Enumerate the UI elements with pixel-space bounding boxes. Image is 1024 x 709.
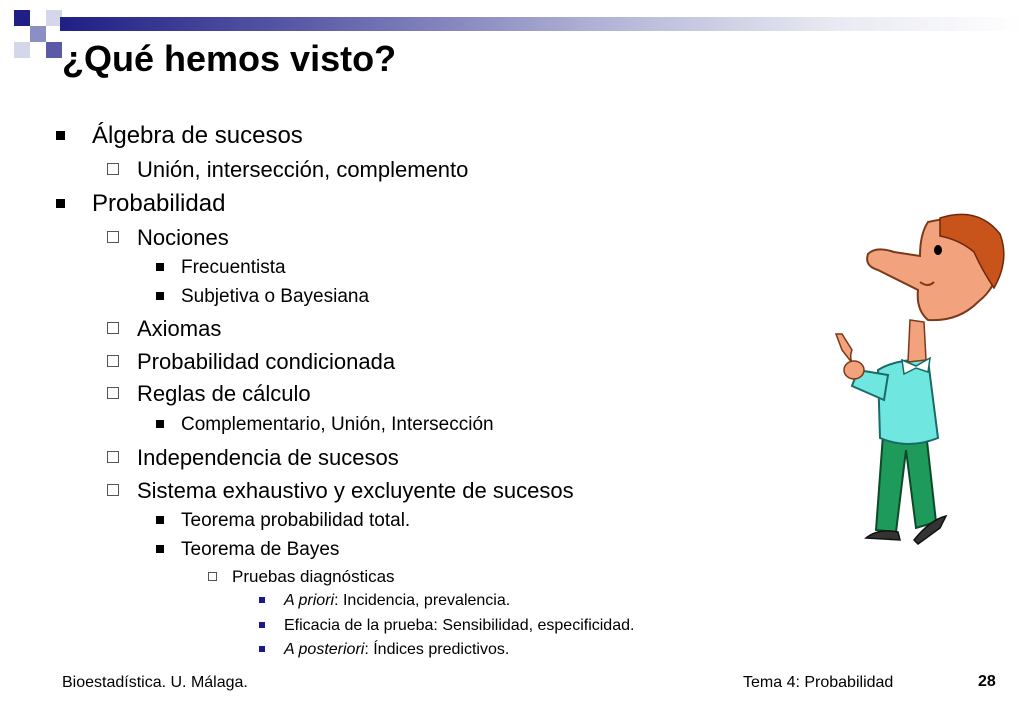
outline-item-text: Subjetiva o Bayesiana bbox=[181, 286, 370, 307]
outline-item-text: Probabilidad condicionada bbox=[137, 349, 396, 374]
fist bbox=[844, 361, 864, 379]
outline-item bbox=[137, 445, 399, 471]
outline-item bbox=[181, 257, 286, 279]
outline-item-text: Axiomas bbox=[137, 316, 222, 341]
outline-item bbox=[137, 157, 468, 183]
outline-item bbox=[137, 381, 311, 407]
eye bbox=[934, 245, 942, 255]
header-square bbox=[14, 10, 30, 26]
outline-item bbox=[137, 316, 221, 342]
outline-item-text: Nociones bbox=[137, 225, 229, 250]
outline-item bbox=[181, 510, 410, 532]
square-bullet-icon bbox=[56, 131, 65, 140]
hollow-square-bullet-icon bbox=[107, 355, 119, 367]
slide-title: ¿Qué hemos visto? bbox=[62, 38, 397, 79]
outline-item bbox=[92, 190, 225, 218]
hollow-square-bullet-icon bbox=[107, 451, 119, 463]
hollow-square-bullet-icon bbox=[107, 163, 119, 175]
outline-item bbox=[137, 349, 395, 375]
outline-item-text: Eficacia de la prueba: Sensibilidad, especificidad. bbox=[284, 617, 635, 634]
outline-item-text: Álgebra de sucesos bbox=[92, 122, 303, 149]
outline-item-text: Reglas de cálculo bbox=[137, 381, 311, 406]
outline-item-text: Unión, intersección, complemento bbox=[137, 157, 469, 182]
trousers bbox=[876, 432, 936, 532]
square-bullet-icon bbox=[56, 199, 65, 208]
header-square bbox=[30, 26, 46, 42]
outline-item-text: Pruebas diagnósticas bbox=[232, 567, 395, 586]
page-number: 28 bbox=[978, 673, 996, 690]
outline-item-text: : Incidencia, prevalencia. bbox=[334, 592, 511, 609]
outline-item bbox=[284, 641, 509, 659]
square-bullet-icon bbox=[156, 420, 164, 428]
outline-item bbox=[284, 617, 634, 635]
square-bullet-icon bbox=[156, 263, 164, 271]
outline-item-text: : Índices predictivos. bbox=[364, 641, 510, 658]
footer-topic: Tema 4: Probabilidad bbox=[743, 674, 894, 691]
hollow-square-bullet-icon bbox=[107, 322, 119, 334]
header-square bbox=[46, 42, 62, 58]
hollow-square-bullet-icon bbox=[107, 484, 119, 496]
square-bullet-icon bbox=[259, 646, 265, 652]
header-square bbox=[14, 42, 30, 58]
outline-item-text: Sistema exhaustivo y excluyente de sucesos bbox=[137, 478, 574, 503]
outline-item-text: Complementario, Unión, Intersección bbox=[181, 414, 494, 435]
square-bullet-icon bbox=[259, 622, 265, 628]
outline-item bbox=[92, 122, 303, 150]
outline-item-text: Teorema de Bayes bbox=[181, 539, 340, 560]
shoe bbox=[866, 531, 900, 540]
outline-item-italic-text: A priori bbox=[284, 592, 335, 609]
outline-item-text: Frecuentista bbox=[181, 257, 286, 278]
square-bullet-icon bbox=[156, 545, 164, 553]
cartoon-man-pointing-icon bbox=[828, 210, 1008, 550]
square-bullet-icon bbox=[156, 516, 164, 524]
footer-institution: Bioestadística. U. Málaga. bbox=[62, 674, 248, 691]
outline-item bbox=[284, 592, 510, 610]
hollow-square-bullet-icon bbox=[208, 572, 217, 581]
outline-item-text: Teorema probabilidad total. bbox=[181, 510, 411, 531]
square-bullet-icon bbox=[156, 292, 164, 300]
outline-item bbox=[137, 478, 574, 504]
outline-item-text: Independencia de sucesos bbox=[137, 445, 399, 470]
outline-item bbox=[181, 414, 494, 436]
outline-item-text: Probabilidad bbox=[92, 190, 226, 217]
neck bbox=[908, 320, 926, 362]
outline-item bbox=[181, 539, 339, 561]
square-bullet-icon bbox=[259, 597, 265, 603]
outline-item bbox=[137, 225, 229, 251]
hollow-square-bullet-icon bbox=[107, 387, 119, 399]
hollow-square-bullet-icon bbox=[107, 231, 119, 243]
header-gradient-bar bbox=[60, 17, 1024, 31]
outline-item bbox=[232, 567, 395, 587]
outline-item bbox=[181, 286, 369, 308]
outline-item-italic-text: A posteriori bbox=[284, 641, 365, 658]
